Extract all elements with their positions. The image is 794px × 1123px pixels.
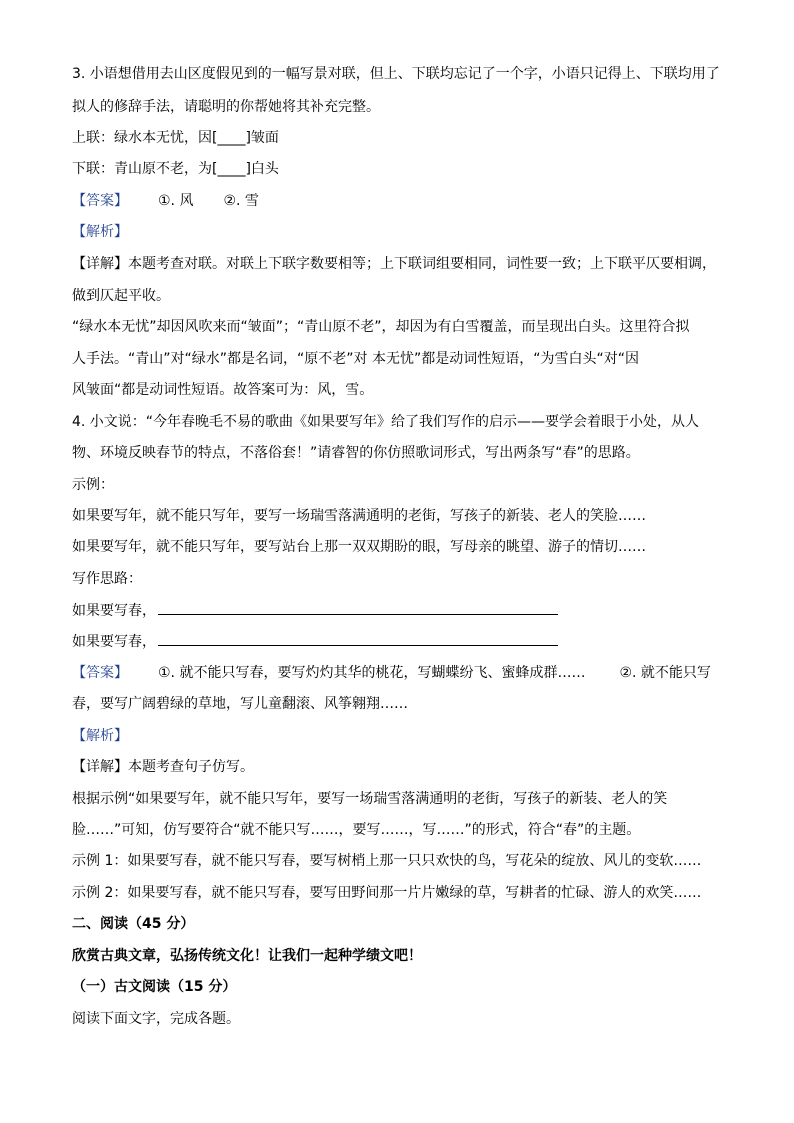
- q3-detail-2: 做到仄起平收。: [72, 288, 170, 304]
- q4-detail-5: 示例 2：如果要写春，就不能只写春，要写田野间那一片片嫩绿的草，写耕者的忙碌、游人的欢笑……: [72, 885, 702, 901]
- q4-line-1: 4. 小文说：“今年春晚毛不易的歌曲《如果要写年》给了我们写作的启示——要学会着眼于小处，从人: [72, 414, 700, 430]
- reading-instruction: 阅读下面文字，完成各题。: [72, 1011, 240, 1027]
- q3-line-2: 拟人的修辞手法，请聪明的你帮她将其补充完整。: [72, 99, 380, 115]
- q3-line-1: 3. 小语想借用去山区度假见到的一幅写景对联，但上、下联均忘记了一个字，小语只记得上、下联均用了: [72, 66, 720, 82]
- q4-example-2: 如果要写年，就不能只写年，要写站台上那一双双期盼的眼，写母亲的眺望、游子的情切……: [72, 539, 646, 555]
- q3-answer-row: [72, 191, 259, 211]
- q3-answer-2: ②. 雪: [223, 193, 259, 209]
- q3-upper-couplet: 上联：绿水本无忧，因[____]皱面: [72, 130, 279, 146]
- q4-example-label: 示例：: [72, 477, 114, 493]
- q4-detail-3: 脸……”可知，仿写要符合“就不能只写……，要写……，写……”的形式，符合“春”的主题。: [72, 822, 641, 838]
- q4-detail-4: 示例 1：如果要写春，就不能只写春，要写树梢上那一只只欢快的鸟，写花朵的绽放、风儿的变软……: [72, 853, 702, 869]
- q4-blank-row-1: [72, 600, 558, 621]
- q4-blank-prompt-2: 如果要写春，: [72, 634, 156, 650]
- q4-example-1: 如果要写年，就不能只写年，要写一场瑞雪落满通明的老街，写孩子的新装、老人的笑脸……: [72, 508, 646, 524]
- q3-detail-5: 风皱面“都是动词性短语。故答案可为：风，雪。: [72, 382, 374, 398]
- q4-detail-1: 【详解】本题考查句子仿写。: [72, 759, 254, 775]
- q4-blank-row-2: [72, 631, 558, 652]
- answer-tag: 【答案】: [72, 193, 128, 209]
- q4-answer-1: ①. 就不能只写春，要写灼灼其华的桃花，写蝴蝶纷飞、蜜蜂成群……: [158, 665, 586, 681]
- q3-detail-4: 人手法。“青山”对“绿水”都是名词，“原不老”对 本无忧”都是动词性短语，“为雪白头“对“因: [72, 351, 639, 367]
- q3-detail-1: 【详解】本题考查对联。对联上下联字数要相等；上下联词组要相同，词性要一致；上下联平仄要相调，: [72, 256, 716, 272]
- q3-detail-3: “绿水本无忧”却因风吹来而“皱面”；“青山原不老”，却因为有白雪覆盖，而呈现出白头。这里符合拟: [72, 319, 690, 335]
- analysis-tag: 【解析】: [72, 728, 128, 744]
- section-slogan: 欣赏古典文章，弘扬传统文化！让我们一起种学绩文吧！: [72, 948, 422, 964]
- q3-answer-1: ①. 风: [158, 193, 194, 209]
- q4-line-2: 物、环境反映春节的特点，不落俗套！”请睿智的你仿照歌词形式，写出两条写“春”的思路。: [72, 445, 640, 461]
- q4-answer-continued: 春，要写广阔碧绿的草地，写儿童翻滚、风筝翱翔……: [72, 696, 408, 712]
- q4-thinking-label: 写作思路：: [72, 571, 142, 587]
- answer-tag: 【答案】: [72, 665, 128, 681]
- q4-detail-2: 根据示例“如果要写年，就不能只写年，要写一场瑞雪落满通明的老街，写孩子的新装、老人的笑: [72, 791, 668, 807]
- q4-answer-row: [72, 663, 711, 683]
- answer-blank-1[interactable]: [158, 600, 558, 615]
- answer-blank-2[interactable]: [158, 631, 558, 646]
- sub-heading: （一）古文阅读（15 分）: [72, 979, 237, 995]
- q3-lower-couplet: 下联：青山原不老，为[____]白头: [72, 161, 279, 177]
- q4-blank-prompt-1: 如果要写春，: [72, 603, 156, 619]
- section-heading: 二、阅读（45 分）: [72, 916, 195, 932]
- analysis-tag: 【解析】: [72, 224, 128, 240]
- q4-answer-2: ②. 就不能只写: [619, 665, 711, 681]
